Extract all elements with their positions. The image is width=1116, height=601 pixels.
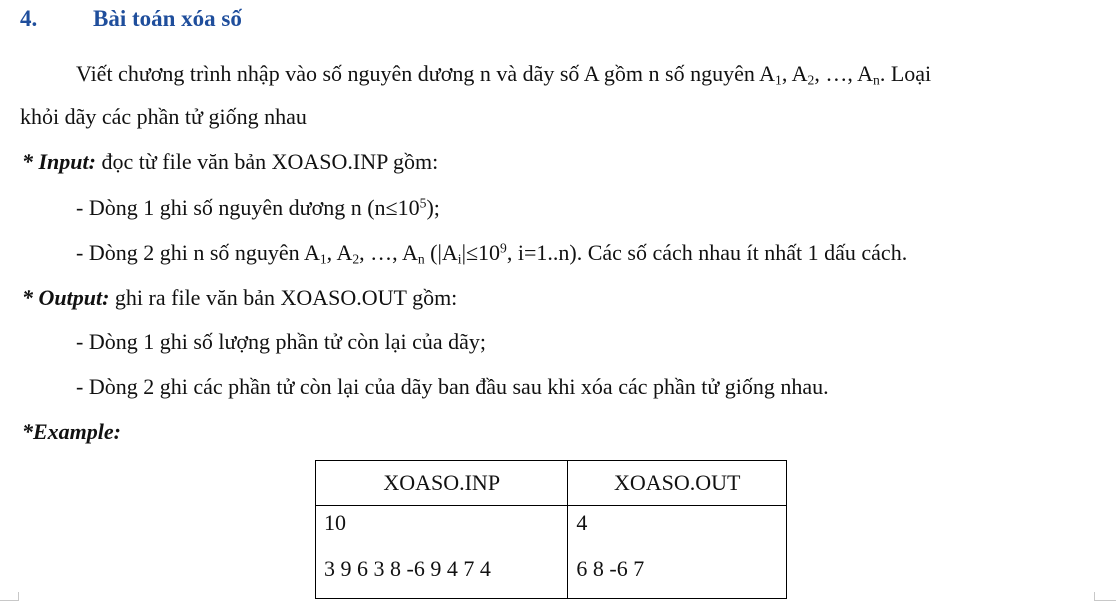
input-line-1: - Dòng 1 ghi số nguyên dương n $(n\le 10^5)$; xyxy=(76,195,440,220)
section-heading xyxy=(20,6,242,32)
input-heading: * Input: đọc từ file văn bản XOASO.INP gồm: xyxy=(22,149,439,174)
example-label: *Example: xyxy=(22,419,121,444)
output-heading: * Output: ghi ra file văn bản XOASO.OUT gồm: xyxy=(22,285,458,310)
input-label: * Input: xyxy=(22,149,96,174)
intro-line-2: khỏi dãy các phần tử giống nhau xyxy=(20,104,307,129)
section-title: Bài toán xóa số xyxy=(93,6,242,31)
input-line-2: - Dòng 2 ghi n số nguyên $A_1$, $A_2$, …, $A_n$ ($|A_i|\le 10^9$, i=1..n). Các số cách nhau ít nhất 1 dấu cách. xyxy=(76,240,908,267)
example-header-row xyxy=(316,461,787,506)
example-table xyxy=(315,460,787,599)
output-label: * Output: xyxy=(22,285,110,310)
page-margin-mark-right xyxy=(1094,592,1116,601)
header-out: XOASO.OUT xyxy=(568,461,787,506)
inp-line-2: 3 9 6 3 8 -6 9 4 7 4 xyxy=(324,556,491,581)
example-data-row xyxy=(316,506,787,599)
output-line-2: - Dòng 2 ghi các phần tử còn lại của dãy ban đầu sau khi xóa các phần tử giống nhau. xyxy=(76,374,829,399)
page-margin-mark-left xyxy=(0,592,19,601)
inp-line-1: 10 xyxy=(324,510,346,535)
header-inp: XOASO.INP xyxy=(316,461,568,506)
output-line-1: - Dòng 1 ghi số lượng phần tử còn lại của dãy; xyxy=(76,329,487,354)
section-number: 4. xyxy=(20,6,38,31)
out-line-1: 4 xyxy=(576,510,588,535)
out-cell xyxy=(568,506,787,599)
out-line-2: 6 8 -6 7 xyxy=(576,556,645,581)
intro-line-1: Viết chương trình nhập vào số nguyên dương n và dãy số A gồm n số nguyên $A_1$, $A_2$, …, $A_n$. Loại xyxy=(76,61,932,88)
inp-cell xyxy=(316,506,568,599)
